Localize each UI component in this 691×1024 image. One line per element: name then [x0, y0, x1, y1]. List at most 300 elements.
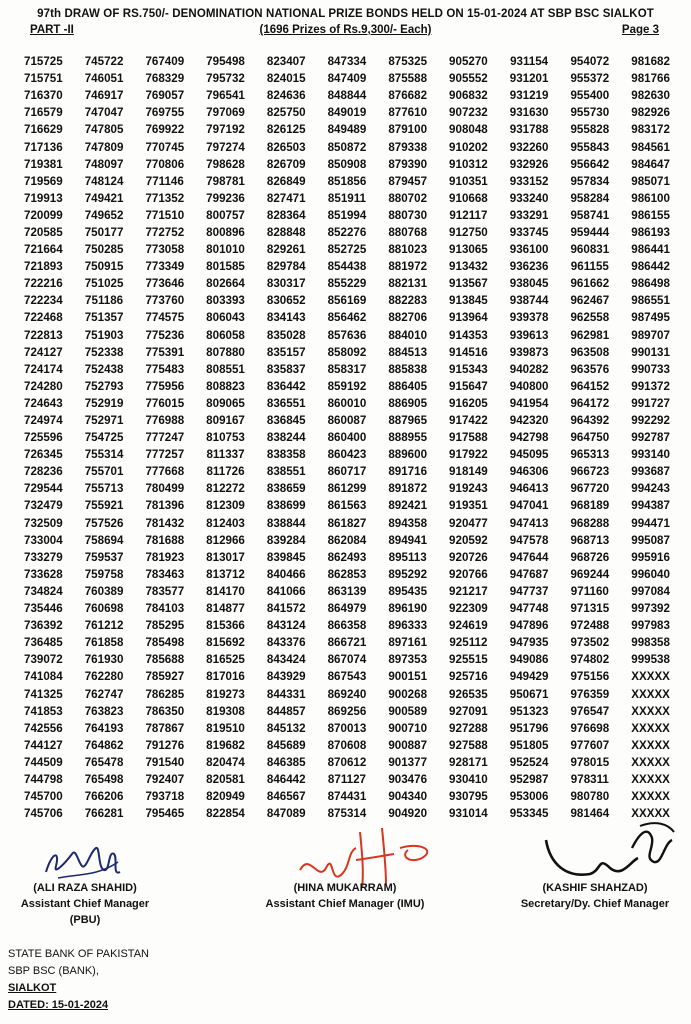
- bond-number-cell: XXXXX: [631, 687, 670, 701]
- bond-number-cell: 900151: [388, 670, 428, 684]
- table-row: [13, 207, 681, 224]
- bond-number-cell: 769755: [145, 106, 185, 120]
- bond-number-cell: 931154: [510, 55, 549, 69]
- signatory-2-title: Assistant Chief Manager (IMU): [265, 898, 425, 910]
- bond-number-cell: 983172: [631, 123, 670, 137]
- bond-number-cell: 912117: [449, 208, 488, 222]
- bond-number-cell: 757526: [84, 516, 124, 530]
- bond-number-cell: 808823: [206, 379, 245, 393]
- bond-number-cell: 834143: [266, 311, 306, 325]
- bond-number-cell: 851994: [327, 208, 367, 222]
- bond-number-cell: 895435: [388, 584, 428, 598]
- bond-number-cell: 919351: [449, 499, 488, 513]
- bond-number-cell: 875314: [327, 807, 367, 821]
- bond-number-cell: XXXXX: [631, 772, 670, 786]
- bond-number-cell: 775236: [145, 328, 185, 342]
- bond-number-cell: 838659: [266, 482, 306, 496]
- bond-number-cell: 946413: [509, 482, 549, 496]
- bond-number-cell: 903476: [388, 772, 428, 786]
- bond-number-cell: 981766: [631, 72, 670, 86]
- bond-number-cell: 900710: [388, 721, 428, 735]
- bond-number-cell: 755921: [84, 499, 124, 513]
- bond-number-cell: 869256: [327, 704, 367, 718]
- bond-number-cell: 880768: [388, 225, 428, 239]
- bond-number-cell: 939873: [509, 345, 549, 359]
- bond-number-cell: 828364: [266, 208, 306, 222]
- bond-number-cell: 882131: [388, 277, 428, 291]
- bond-number-cell: 783577: [145, 584, 185, 598]
- bond-number-cell: 921217: [449, 584, 488, 598]
- bond-number-cell: 769922: [145, 123, 185, 137]
- bond-number-cell: 947413: [509, 516, 549, 530]
- bond-number-cell: 932260: [509, 140, 549, 154]
- bond-number-cell: 734824: [24, 584, 63, 598]
- bond-number-cell: 969244: [570, 567, 610, 581]
- bond-number-cell: 775956: [145, 379, 185, 393]
- bond-number-cell: 920592: [449, 533, 488, 547]
- bond-number-cell: 997084: [631, 584, 670, 598]
- bond-number-cell: 744127: [24, 738, 63, 752]
- bond-number-cell: 749652: [84, 208, 124, 222]
- bond-number-cell: 847334: [327, 55, 367, 69]
- bond-number-cell: 752438: [84, 362, 124, 376]
- bond-number-cell: 827471: [266, 191, 306, 205]
- bond-number-cell: 978311: [570, 772, 609, 786]
- bond-number-cell: 982926: [631, 106, 670, 120]
- bond-number-cell: 771352: [145, 191, 185, 205]
- bond-number-cell: 973502: [570, 636, 610, 650]
- bond-number-cell: 952524: [509, 755, 549, 769]
- bond-number-cell: 967720: [570, 482, 610, 496]
- bond-number-cell: 819682: [206, 738, 245, 752]
- bond-number-cell: 719913: [24, 191, 63, 205]
- bond-number-cell: 735446: [24, 602, 63, 616]
- bond-number-cell: 765498: [84, 772, 124, 786]
- bond-number-cell: 716579: [24, 106, 63, 120]
- bond-number-cell: 812403: [206, 516, 245, 530]
- bond-number-cell: 885838: [388, 362, 428, 376]
- bond-number-cell: 998358: [631, 636, 670, 650]
- bond-number-cell: 945095: [509, 448, 549, 462]
- bond-number-cell: 913964: [449, 311, 488, 325]
- bond-number-cell: 995087: [631, 533, 670, 547]
- bond-number-cell: 933291: [509, 208, 549, 222]
- bond-number-cell: 817016: [206, 670, 245, 684]
- bond-number-cell: 811337: [206, 448, 245, 462]
- bond-number-cell: 880702: [388, 191, 428, 205]
- bond-number-cell: XXXXX: [631, 790, 670, 804]
- table-row: [13, 327, 681, 344]
- bond-number-cell: 895292: [388, 567, 428, 581]
- table-row: [13, 344, 681, 361]
- bond-number-cell: 806043: [206, 311, 245, 325]
- bond-number-cell: 968713: [570, 533, 610, 547]
- bond-number-cell: 841066: [266, 584, 306, 598]
- bond-number-cell: 810753: [206, 431, 245, 445]
- bond-number-cell: 798628: [206, 157, 245, 171]
- bond-number-cell: 994387: [631, 499, 670, 513]
- bond-number-cell: 844857: [266, 704, 306, 718]
- bond-number-cell: 809065: [206, 396, 245, 410]
- bond-number-cell: XXXXX: [631, 670, 670, 684]
- bond-number-cell: 777247: [145, 431, 185, 445]
- bond-number-cell: 856169: [327, 294, 367, 308]
- bond-number-cell: 751357: [84, 311, 124, 325]
- bond-number-cell: 739072: [24, 653, 63, 667]
- bond-number-cell: 791276: [145, 738, 185, 752]
- bond-number-cell: 955730: [570, 106, 610, 120]
- bond-number-cell: 820949: [206, 790, 245, 804]
- bond-number-cell: 990131: [631, 345, 670, 359]
- bond-number-cell: 958741: [570, 208, 610, 222]
- bond-number-cell: 761212: [84, 619, 124, 633]
- bond-number-cell: 786285: [145, 687, 185, 701]
- table-row: [13, 138, 681, 155]
- bond-number-cell: 861827: [327, 516, 367, 530]
- bond-number-cell: 877610: [388, 106, 428, 120]
- bond-number-cell: 978015: [570, 755, 610, 769]
- bond-number-cell: 917588: [449, 431, 488, 445]
- table-row: [13, 292, 681, 309]
- bond-number-cell: 971315: [570, 602, 610, 616]
- bond-number-cell: 946306: [509, 465, 549, 479]
- bond-number-cell: 770806: [145, 157, 185, 171]
- bond-number-cell: 947041: [509, 499, 549, 513]
- bond-number-cell: 962558: [570, 311, 610, 325]
- bond-number-cell: 900887: [388, 738, 428, 752]
- bond-number-cell: 986498: [631, 277, 670, 291]
- bond-number-cell: 984561: [631, 140, 670, 154]
- bond-number-cell: 746051: [84, 72, 124, 86]
- bond-number-cell: 947687: [509, 567, 549, 581]
- bond-number-cell: 815692: [206, 636, 245, 650]
- bond-number-cell: 768329: [145, 72, 185, 86]
- bond-number-cell: 716370: [24, 89, 63, 103]
- bond-number-cell: 755701: [84, 465, 124, 479]
- bond-number-cell: 813712: [206, 567, 245, 581]
- bond-number-cell: 982630: [631, 89, 670, 103]
- bond-number-cell: 905270: [449, 55, 488, 69]
- table-row: [13, 549, 681, 566]
- page-title: 97th DRAW OF RS.750/- DENOMINATION NATIONAL PRIZE BONDS HELD ON 15-01-2024 AT SBP BSC SIALKOT: [37, 8, 654, 20]
- bond-number-cell: 881972: [388, 260, 428, 274]
- bond-number-cell: 752971: [84, 414, 124, 428]
- bond-number-cell: 975156: [570, 670, 610, 684]
- table-row: [13, 446, 681, 463]
- bond-number-cell: 928171: [449, 755, 488, 769]
- bond-number-cell: 859192: [327, 379, 367, 393]
- bond-number-cell: 741084: [24, 670, 63, 684]
- bond-number-cell: 836551: [266, 396, 306, 410]
- bond-number-cell: 744509: [24, 755, 63, 769]
- bond-number-cell: 828848: [266, 225, 306, 239]
- bond-number-cell: 843929: [266, 670, 306, 684]
- table-row: [13, 754, 681, 771]
- bond-number-cell: 957834: [570, 174, 610, 188]
- table-row: [13, 190, 681, 207]
- table-row: [13, 309, 681, 326]
- bond-number-cell: 819273: [206, 687, 245, 701]
- bond-number-cell: 750177: [84, 225, 124, 239]
- bond-number-cell: 862084: [327, 533, 367, 547]
- bond-number-cell: 972488: [570, 619, 610, 633]
- bond-number-cell: 824636: [266, 89, 306, 103]
- bond-number-cell: 720099: [24, 208, 63, 222]
- bond-number-cell: 933745: [509, 225, 549, 239]
- bond-number-cell: 771510: [145, 208, 185, 222]
- bond-number-cell: 954072: [570, 55, 610, 69]
- bond-number-cell: 947935: [509, 636, 549, 650]
- bond-number-cell: 747805: [84, 123, 124, 137]
- bond-number-cell: 844331: [266, 687, 306, 701]
- bond-number-cell: 850908: [327, 157, 367, 171]
- bond-number-cell: 835028: [266, 328, 306, 342]
- signature-block: [0, 812, 691, 926]
- bond-number-cell: 717136: [24, 140, 63, 154]
- bond-number-cell: 809167: [206, 414, 245, 428]
- bond-number-cell: 733279: [24, 550, 63, 564]
- bond-number-cell: 840466: [266, 567, 306, 581]
- bond-number-cell: 857636: [327, 328, 367, 342]
- bond-number-cell: 858092: [327, 345, 367, 359]
- table-row: [13, 685, 681, 702]
- bond-number-cell: 826503: [266, 140, 306, 154]
- bond-number-cell: 870608: [327, 738, 367, 752]
- bond-number-cell: 914353: [449, 328, 488, 342]
- bond-number-cell: 807880: [206, 345, 245, 359]
- bond-number-cell: 932926: [509, 157, 549, 171]
- bond-number-cell: 927588: [449, 738, 488, 752]
- bond-number-cell: 950671: [509, 687, 549, 701]
- bond-number-cell: 879100: [388, 123, 428, 137]
- bond-number-cell: 852276: [327, 225, 367, 239]
- bond-number-cell: 997983: [631, 619, 670, 633]
- bond-number-cell: 941954: [509, 396, 549, 410]
- bond-number-cell: 947737: [509, 584, 549, 598]
- bond-number-cell: 777668: [145, 465, 185, 479]
- bond-number-cell: 787867: [145, 721, 185, 735]
- bond-number-cell: 876682: [388, 89, 428, 103]
- bond-number-cell: 747809: [84, 140, 124, 154]
- bond-number-cell: 920766: [449, 567, 488, 581]
- bond-number-cell: 724974: [24, 414, 63, 428]
- bond-number-cell: 896190: [388, 602, 428, 616]
- bond-number-cell: 906832: [449, 89, 488, 103]
- bond-number-cell: 918149: [449, 465, 488, 479]
- bond-number-cell: 775391: [145, 345, 185, 359]
- bond-number-cell: 799236: [206, 191, 245, 205]
- footer-branch: SBP BSC (BANK),: [8, 965, 99, 977]
- bond-number-cell: 915343: [449, 362, 488, 376]
- bond-number-cell: 882706: [388, 311, 428, 325]
- bond-number-cell: 958284: [570, 191, 610, 205]
- bond-number-cell: 741853: [24, 704, 63, 718]
- bond-number-cell: 716629: [24, 123, 63, 137]
- bond-number-cell: 894941: [388, 533, 428, 547]
- bond-number-cell: 736392: [24, 619, 63, 633]
- bond-number-cell: 866721: [327, 636, 367, 650]
- bond-number-cell: 772752: [145, 225, 185, 239]
- bond-number-cell: 715751: [24, 72, 63, 86]
- bond-number-cell: 812309: [206, 499, 245, 513]
- bond-number-cell: 992787: [631, 431, 670, 445]
- bond-number-cell: 990733: [631, 362, 670, 376]
- bond-number-cell: 947644: [509, 550, 549, 564]
- bond-number-cell: 751186: [85, 294, 124, 308]
- bond-number-cell: 863139: [327, 584, 367, 598]
- bond-number-cell: 917922: [449, 448, 488, 462]
- table-row: [13, 617, 681, 634]
- bond-number-cell: 722234: [24, 294, 63, 308]
- bond-number-cell: 836442: [266, 379, 306, 393]
- bond-number-cell: 759537: [84, 550, 124, 564]
- table-row: [13, 480, 681, 497]
- bond-number-cell: 829784: [266, 260, 306, 274]
- bond-number-cell: 826849: [266, 174, 306, 188]
- bond-number-cell: 976547: [570, 704, 610, 718]
- table-row: [13, 395, 681, 412]
- bond-number-cell: 870013: [327, 721, 367, 735]
- bond-number-cell: 745706: [24, 807, 63, 821]
- bond-number-cell: 724174: [24, 362, 63, 376]
- bond-number-cell: 754725: [84, 431, 124, 445]
- bond-number-cell: 992292: [631, 414, 670, 428]
- bond-number-cell: 862493: [327, 550, 367, 564]
- bond-number-cell: 855229: [327, 277, 367, 291]
- bond-number-cell: 940282: [509, 362, 549, 376]
- bond-number-cell: 947578: [509, 533, 549, 547]
- footer-city: SIALKOT: [8, 982, 57, 994]
- bond-number-cell: 953006: [509, 790, 549, 804]
- bond-number-cell: 845689: [266, 738, 306, 752]
- bond-number-cell: 715725: [24, 55, 63, 69]
- bond-number-cell: 931788: [509, 123, 549, 137]
- bond-number-cell: 781396: [145, 499, 185, 513]
- bond-number-cell: 870612: [327, 755, 367, 769]
- bond-number-cell: 736485: [24, 636, 63, 650]
- bond-number-cell: 963576: [570, 362, 610, 376]
- bond-number-cell: 966723: [570, 465, 610, 479]
- bond-number-cell: 801585: [206, 260, 245, 274]
- issuer-address-block: [8, 946, 149, 1014]
- bond-number-cell: 812272: [206, 482, 245, 496]
- bond-number-cell: 825750: [266, 106, 306, 120]
- bond-number-cell: 951323: [509, 704, 549, 718]
- prize-bond-number-table: [13, 53, 681, 822]
- bond-number-cell: 991727: [631, 396, 670, 410]
- bond-number-cell: 993687: [631, 465, 670, 479]
- bond-number-cell: 875588: [388, 72, 428, 86]
- bond-number-cell: 760389: [84, 584, 124, 598]
- bond-number-cell: 781432: [145, 516, 185, 530]
- bond-number-cell: 871127: [327, 772, 366, 786]
- bond-number-cell: 977607: [570, 738, 610, 752]
- bond-number-cell: 981682: [631, 55, 670, 69]
- bond-number-cell: 745722: [84, 55, 124, 69]
- bond-number-cell: 783463: [145, 567, 185, 581]
- bond-number-cell: 994243: [631, 482, 670, 496]
- table-row: [13, 241, 681, 258]
- bond-number-cell: 780499: [145, 482, 185, 496]
- bond-number-cell: 995916: [631, 550, 670, 564]
- bond-number-cell: 991372: [631, 379, 670, 393]
- bond-number-cell: 838551: [266, 465, 306, 479]
- bond-number-cell: 879338: [388, 140, 428, 154]
- bond-number-cell: 856462: [327, 311, 367, 325]
- bond-number-cell: 913567: [449, 277, 488, 291]
- bond-number-cell: 848844: [327, 89, 367, 103]
- bond-number-cell: 867074: [327, 653, 367, 667]
- bond-number-cell: 999538: [631, 653, 670, 667]
- bond-number-cell: 912750: [449, 225, 488, 239]
- bond-number-cell: XXXXX: [631, 704, 670, 718]
- bond-number-cell: 886405: [388, 379, 428, 393]
- bond-number-cell: 913845: [449, 294, 488, 308]
- bond-number-cell: 839284: [266, 533, 306, 547]
- bond-number-cell: 913065: [449, 243, 488, 257]
- bond-number-cell: 879457: [388, 174, 428, 188]
- bond-number-cell: 816525: [206, 653, 245, 667]
- bond-number-cell: 965313: [570, 448, 610, 462]
- bond-number-cell: 797192: [206, 123, 245, 137]
- bond-number-cell: 955400: [570, 89, 610, 103]
- bond-number-cell: 922309: [449, 602, 488, 616]
- bond-number-cell: 751025: [84, 277, 124, 291]
- bond-number-cell: 891872: [388, 482, 428, 496]
- bond-number-cell: 888955: [388, 431, 428, 445]
- bond-number-cell: 964750: [570, 431, 610, 445]
- bond-number-cell: 910668: [449, 191, 488, 205]
- bond-number-cell: 964152: [570, 379, 610, 393]
- bond-number-cell: 930795: [449, 790, 488, 804]
- bond-number-cell: 900589: [388, 704, 428, 718]
- bond-number-cell: 960831: [570, 243, 610, 257]
- bond-number-cell: 974802: [570, 653, 610, 667]
- bond-number-cell: 733628: [24, 567, 63, 581]
- bond-number-cell: 741325: [24, 687, 63, 701]
- bond-number-cell: 860423: [327, 448, 367, 462]
- table-row: [13, 634, 681, 651]
- bond-number-cell: 956642: [570, 157, 610, 171]
- bond-number-cell: 747047: [84, 106, 124, 120]
- bond-number-cell: 891716: [388, 465, 428, 479]
- bond-number-cell: 838358: [266, 448, 306, 462]
- bond-number-cell: 938045: [509, 277, 549, 291]
- bond-number-cell: 846442: [266, 772, 306, 786]
- bond-number-cell: 925716: [449, 670, 488, 684]
- bond-number-cell: 773760: [145, 294, 185, 308]
- subheader-row: [0, 24, 691, 40]
- bond-number-cell: 819308: [206, 704, 245, 718]
- bond-number-cell: 724280: [24, 379, 63, 393]
- bond-number-cell: 881023: [388, 243, 428, 257]
- bond-number-cell: 748124: [84, 174, 124, 188]
- bond-number-cell: 776015: [145, 396, 185, 410]
- bond-number-cell: 836845: [266, 414, 306, 428]
- bond-number-cell: 936100: [509, 243, 549, 257]
- bond-number-cell: XXXXX: [631, 807, 670, 821]
- bond-number-cell: 732479: [24, 499, 63, 513]
- bond-number-cell: XXXXX: [631, 738, 670, 752]
- bond-number-cell: 887965: [388, 414, 428, 428]
- bond-number-cell: 904920: [388, 807, 428, 821]
- table-row: [13, 121, 681, 138]
- table-row: [13, 70, 681, 87]
- bond-number-cell: 791540: [145, 755, 185, 769]
- table-row: [13, 463, 681, 480]
- bond-number-cell: 819510: [206, 721, 245, 735]
- bond-number-cell: 814170: [206, 584, 245, 598]
